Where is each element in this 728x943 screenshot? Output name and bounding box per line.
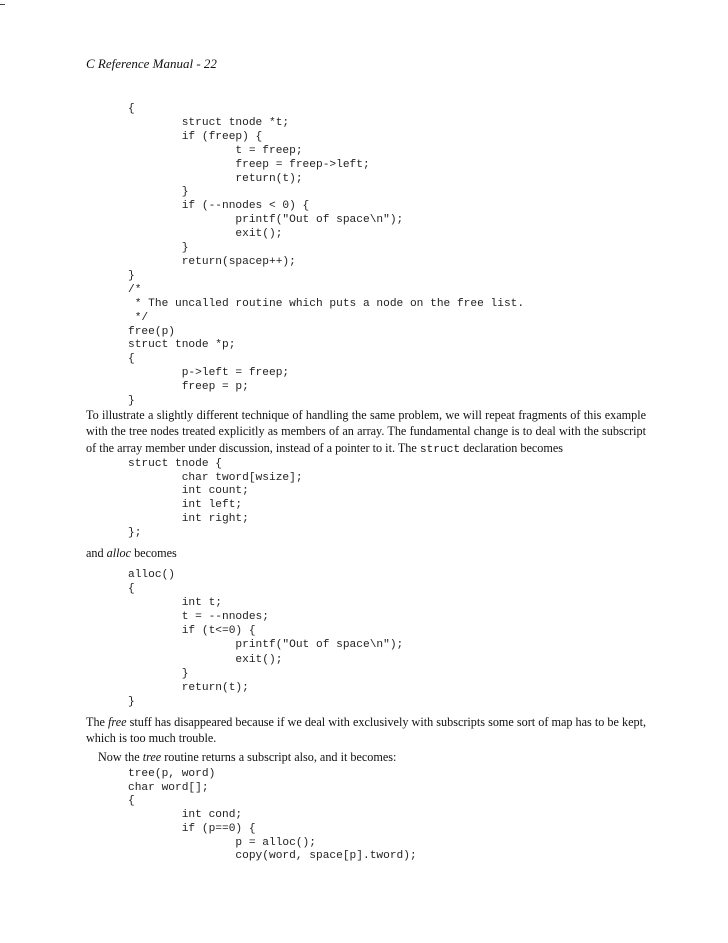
italic-term-alloc: alloc: [106, 546, 132, 560]
code-line: return(t);: [128, 172, 303, 185]
paragraph-text: The: [86, 715, 109, 729]
italic-term-tree: tree: [142, 750, 162, 764]
paragraph-text: becomes: [131, 546, 177, 560]
code-line: tree(p, word): [128, 768, 216, 780]
code-line: }: [128, 186, 189, 199]
code-line: exit();: [128, 653, 283, 666]
code-line: struct tnode *t;: [128, 116, 290, 129]
code-line: return(spacep++);: [128, 255, 296, 268]
code-line: copy(word, space[p].tword);: [128, 850, 417, 863]
paragraph-alloc-becomes: [86, 545, 646, 561]
code-line: int left;: [128, 499, 243, 512]
paragraph-free-disappeared: [86, 714, 646, 747]
code-line: if (freep) {: [128, 130, 263, 143]
page-corner-mark: [0, 4, 5, 5]
code-line: }: [128, 667, 189, 680]
code-line: p->left = freep;: [128, 367, 290, 380]
code-line: */: [128, 311, 149, 324]
code-line: }: [128, 242, 189, 255]
code-line: printf("Out of space\n");: [128, 214, 404, 227]
paragraph-text: and: [86, 546, 107, 560]
code-line: printf("Out of space\n");: [128, 639, 404, 652]
code-line: return(t);: [128, 681, 249, 694]
paragraph-text: declaration becomes: [460, 440, 563, 455]
code-line: {: [128, 103, 135, 115]
code-line: freep = p;: [128, 381, 249, 394]
code-line: struct tnode *p;: [128, 339, 236, 352]
code-line: freep = freep->left;: [128, 158, 370, 171]
code-line: * The uncalled routine which puts a node on the free list.: [128, 297, 525, 310]
page-header: C Reference Manual - 22: [86, 56, 217, 71]
code-line: alloc(): [128, 569, 175, 581]
code-line: {: [128, 795, 135, 808]
code-line: p = alloc();: [128, 836, 316, 849]
code-block-struct-tnode: [128, 458, 303, 540]
paragraph-array-technique: [86, 407, 646, 458]
italic-term-free: free: [108, 715, 127, 729]
code-line: t = --nnodes;: [128, 611, 269, 624]
paragraph-text: To illustrate a slightly different technique of handling the same problem, we will repeat fragments of this example with the tree nodes treated explicitly as members of an array. The fundamental change is to deal with the subscript of the array member under discussion, instead of a pointer to it. The: [86, 408, 646, 455]
code-line: int t;: [128, 597, 222, 610]
code-line: }: [128, 269, 135, 282]
code-line: }: [128, 695, 135, 708]
code-line: t = freep;: [128, 144, 303, 157]
paragraph-text: routine returns a subscript also, and it becomes:: [161, 750, 397, 764]
code-line: int right;: [128, 512, 249, 525]
paragraph-tree-routine: [86, 749, 646, 765]
code-line: }: [128, 395, 135, 408]
code-line: char tword[wsize];: [128, 471, 303, 484]
code-line: if (p==0) {: [128, 822, 256, 835]
code-line: free(p): [128, 325, 175, 338]
code-line: char word[];: [128, 781, 209, 794]
code-block-alloc-free: [128, 103, 524, 409]
inline-code-struct: struct: [419, 443, 461, 456]
code-line: int count;: [128, 485, 249, 498]
code-block-tree: [128, 768, 417, 864]
code-line: int cond;: [128, 809, 243, 822]
paragraph-text: stuff has disappeared because if we deal with exclusively with subscripts some sort of map has to be kept, which is too much trouble.: [86, 715, 647, 746]
code-line: struct tnode {: [128, 458, 222, 470]
code-line: /*: [128, 283, 142, 296]
code-line: if (t<=0) {: [128, 625, 256, 638]
code-line: exit();: [128, 228, 283, 241]
code-block-alloc: [128, 568, 403, 709]
code-line: if (--nnodes < 0) {: [128, 200, 310, 213]
paragraph-text: Now the: [98, 750, 143, 764]
code-line: {: [128, 583, 135, 596]
code-line: {: [128, 353, 135, 366]
code-line: };: [128, 526, 142, 539]
